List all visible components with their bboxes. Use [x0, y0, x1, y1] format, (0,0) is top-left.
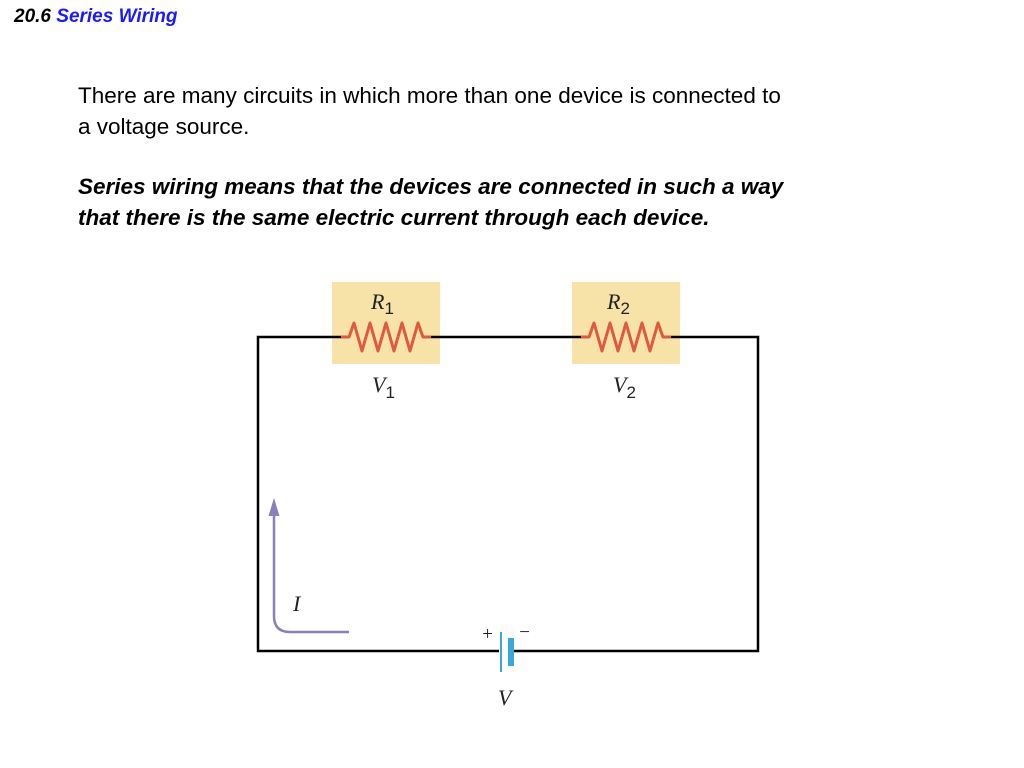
- resistor-1-label: $R_1$: [371, 289, 394, 318]
- intro-line-1: There are many circuits in which more than one device is connected to: [78, 83, 781, 108]
- battery-minus-sign: −: [518, 622, 531, 643]
- section-title: Series Wiring: [56, 6, 178, 27]
- voltage-2-label: $V_2$: [613, 372, 636, 402]
- battery-plus-sign: +: [481, 624, 494, 645]
- current-label: I: [293, 591, 301, 616]
- section-number: 20.6: [14, 6, 51, 27]
- intro-line-2: a voltage source.: [78, 114, 250, 139]
- battery-negative-plate: [508, 638, 514, 666]
- definition-line-2: that there is the same electric current through each device.: [78, 205, 710, 230]
- definition-line-1: Series wiring means that the devices are connected in such a way: [78, 174, 784, 199]
- current-arrow-line: [274, 512, 349, 632]
- resistor-2-label: $R_2$: [607, 289, 630, 318]
- battery-voltage-label: V: [498, 685, 512, 710]
- voltage-1-label: $V_1$: [372, 372, 395, 402]
- current-arrow-head: [269, 498, 280, 516]
